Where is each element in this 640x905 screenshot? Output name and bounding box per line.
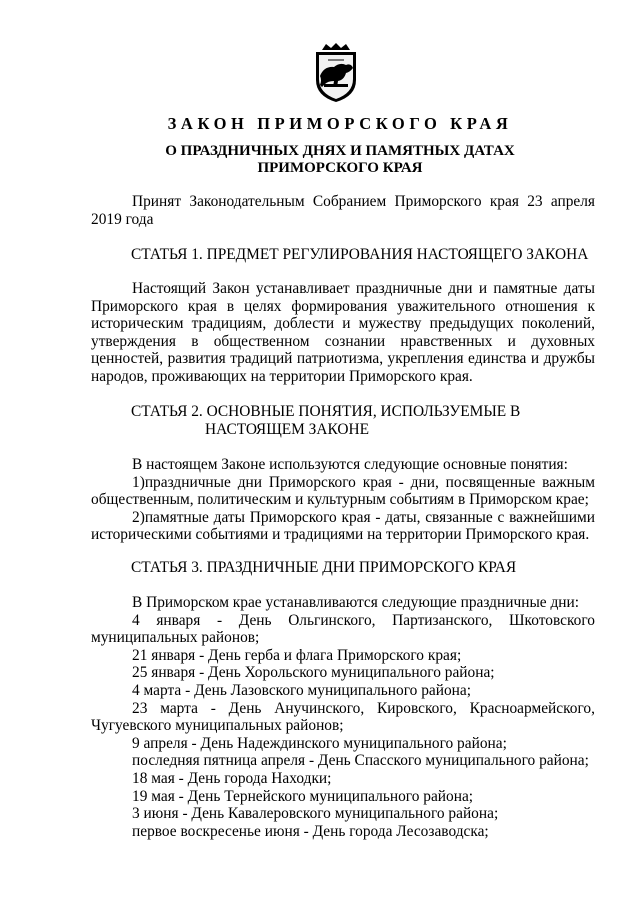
law-title: ЗАКОН ПРИМОРСКОГО КРАЯ (167, 114, 513, 133)
holiday-item-line: 23 марта - День Анучинского, Кировского, Красноармейского, (132, 699, 595, 717)
article-2-body (91, 456, 595, 544)
article-3-intro: В Приморском крае устанавливаются следующие праздничные дни: (132, 594, 580, 611)
holiday-item: 25 января - День Хорольского муниципального района; (132, 664, 495, 682)
law-subtitle (0, 143, 640, 177)
holiday-item: последняя пятница апреля - День Спасского муниципального района; (132, 752, 589, 770)
article-2-heading-line-1: СТАТЬЯ 2. ОСНОВНЫЕ ПОНЯТИЯ, ИСПОЛЬЗУЕМЫЕ В (131, 403, 521, 420)
primorsky-coat-of-arms-icon (310, 40, 362, 104)
holiday-item: 3 июня - День Кавалеровского муниципального района; (132, 805, 499, 823)
holiday-item-line: 4 января - День Ольгинского, Партизанского, Шкотовского (132, 611, 595, 629)
adoption-line-1: Принят Законодательным Собранием Приморского края 23 апреля (132, 193, 595, 210)
subtitle-line: О ПРАЗДНИЧНЫХ ДНЯХ И ПАМЯТНЫХ ДАТАХ (165, 143, 515, 159)
adoption-note (91, 193, 595, 228)
article-2-heading-line-2: НАСТОЯЩЕМ ЗАКОНЕ (205, 421, 369, 438)
subtitle-line: ПРИМОРСКОГО КРАЯ (257, 160, 423, 176)
article-3-body (91, 594, 595, 840)
holiday-item: 18 мая - День города Находки; (132, 769, 332, 787)
holiday-item-continuation: Чугуевского муниципальных районов; (91, 717, 344, 735)
article-1-text: Настоящий Закон устанавливает праздничные дни и памятные даты Приморского края в целях формирования уважительного отношения к историческим традициям, доблести и мужеству предыдущих поколений, утверждения в общественном сознании нравственных и духовных ценностей, развития традиций патриотизма, укрепления единства и дружбы народов, проживающих на территории Приморского края. (91, 280, 595, 385)
article-2-item-2: 2)памятные даты Приморского края - даты, связанные с важнейшими историческими событиями и традициями на территории Приморского края. (91, 508, 595, 544)
holiday-item: 9 апреля - День Надеждинского муниципального района; (132, 734, 507, 752)
article-3-heading: СТАТЬЯ 3. ПРАЗДНИЧНЫЕ ДНИ ПРИМОРСКОГО КРАЯ (131, 559, 517, 576)
holiday-item: первое воскресенье июня - День города Лесозаводска; (132, 822, 489, 840)
holiday-item: 4 марта - День Лазовского муниципального района; (132, 681, 471, 699)
article-2-item-1: 1)праздничные дни Приморского края - дни, посвященные важным общественным, политическим и культурным событиям в Приморском крае; (91, 473, 595, 509)
holiday-item: 19 мая - День Тернейского муниципального района; (132, 787, 474, 805)
holiday-item-continuation: муниципальных районов; (91, 629, 260, 647)
article-2-intro: В настоящем Законе используются следующие основные понятия: (132, 456, 568, 473)
article-1-heading: СТАТЬЯ 1. ПРЕДМЕТ РЕГУЛИРОВАНИЯ НАСТОЯЩЕГО ЗАКОНА (131, 246, 589, 263)
adoption-line-2: 2019 года (91, 210, 154, 228)
holiday-item: 21 января - День герба и флага Приморского края; (132, 646, 462, 664)
